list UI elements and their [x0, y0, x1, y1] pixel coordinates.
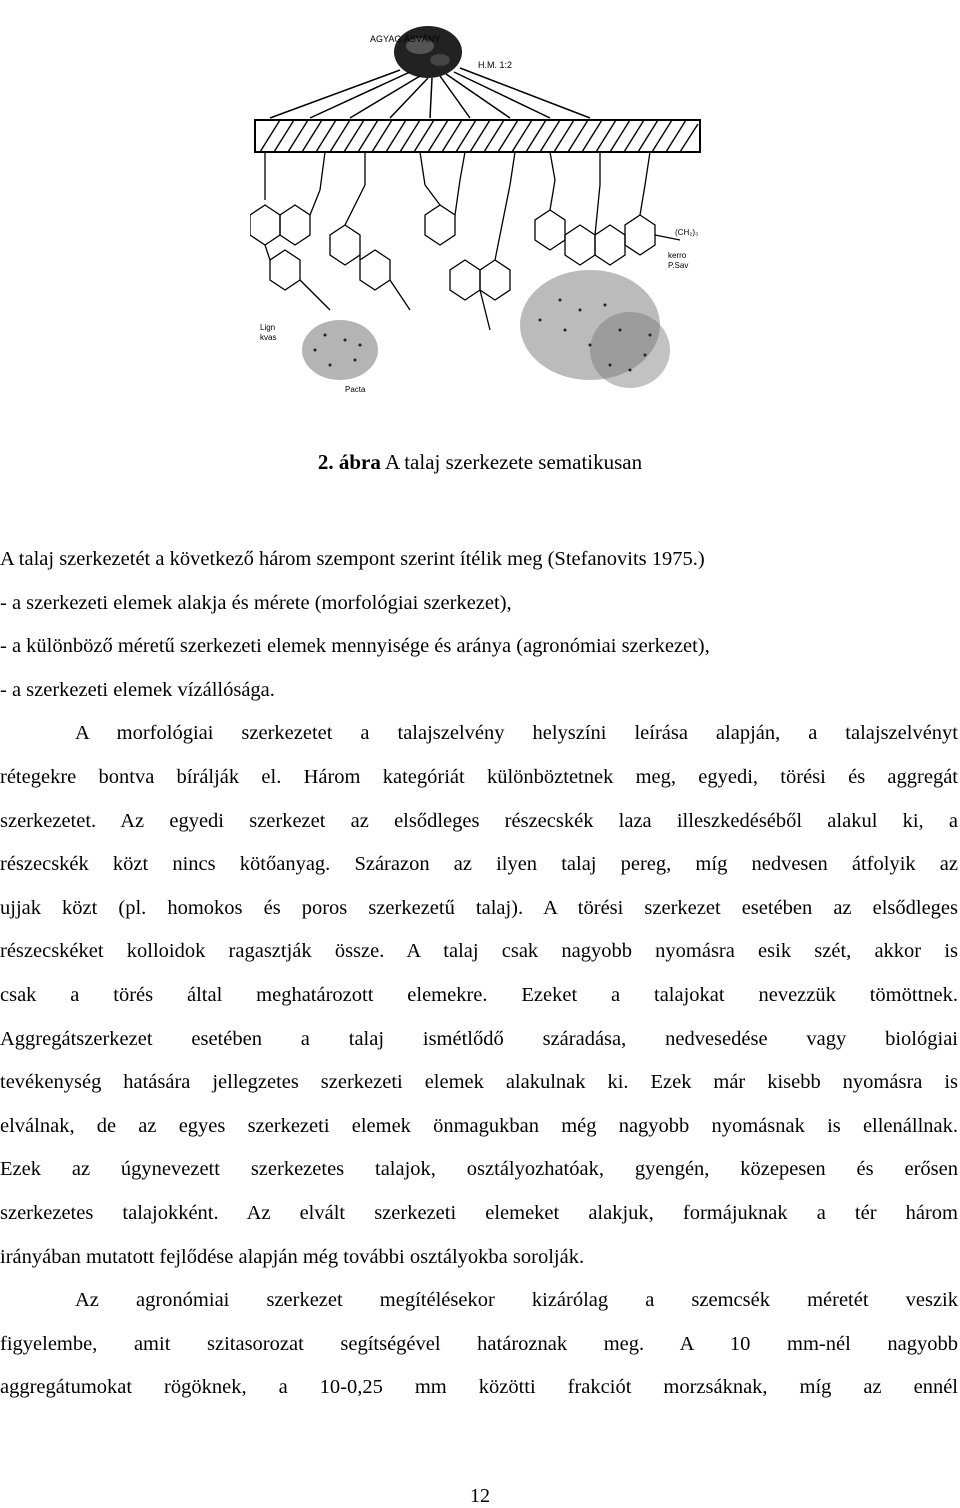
text-line: Az agronómiai szerkezet megítélésekor kizárólag a szemcsék méretét veszik	[75, 1289, 958, 1312]
text-line: figyelembe, amit szitasorozat segítségével határoznak meg. A 10 mm-nél nagyobb	[0, 1332, 958, 1355]
caption-text: A talaj szerkezete sematikusan	[380, 450, 643, 474]
text-line: A morfológiai szerkezetet a talajszelvény helyszíni leírása alapján, a talajszelvényt	[75, 722, 958, 745]
text-line: - a különböző méretű szerkezeti elemek mennyisége és aránya (agronómiai szerkezet),	[0, 635, 710, 658]
figure-caption	[0, 450, 960, 475]
text-line: tevékenység hatására jellegzetes szerkezeti elemek alakulnak ki. Ezek már kisebb nyomásra is	[0, 1071, 958, 1094]
hatched-clay-bar	[255, 120, 700, 152]
label-bottom-left-1: Lign	[260, 323, 276, 332]
text-line: szerkezetet. Az egyedi szerkezet az elsődleges részecskék laza illeszkedéséből alakul ki, a	[0, 809, 958, 832]
text-line: csak a törés által meghatározott elemekre. Ezeket a talajokat nevezzük tömöttnek.	[0, 983, 958, 1006]
label-right-3: P.Sav	[668, 261, 689, 270]
body-text	[0, 538, 958, 1410]
label-top-right: H.M. 1:2	[478, 60, 513, 70]
text-line: A talaj szerkezetét a következő három szempont szerint ítélik meg (Stefanovits 1975.)	[0, 548, 705, 570]
label-bottom-left-2: kvas	[260, 333, 277, 342]
text-line: Ezek az úgynevezett szerkezetes talajok, osztályozhatóak, gyengén, közepesen és erősen	[0, 1158, 958, 1181]
text-line: - a szerkezeti elemek alakja és mérete (morfológiai szerkezet),	[0, 591, 512, 614]
soil-structure-figure	[250, 10, 710, 400]
text-line: - a szerkezeti elemek vízállósága.	[0, 678, 275, 701]
text-line: Aggregátszerkezet esetében a talaj ismétlődő száradása, nedvesedése vagy biológiai	[0, 1027, 958, 1050]
text-line: részecskéket kolloidok ragasztják össze. A talaj csak nagyobb nyomásra esik szét, akkor is	[0, 940, 958, 963]
caption-number: 2. ábra	[317, 450, 381, 474]
text-line: ujjak közt (pl. homokos és poros szerkezetű talaj). A törési szerkezet esetében az elsődleges	[0, 896, 958, 919]
figure-drawing	[250, 10, 710, 400]
stippled-organic-particles	[302, 270, 670, 388]
text-line: szerkezetes talajokként. Az elvált szerkezeti elemeket alakjuk, formájuknak a tér három	[0, 1201, 958, 1224]
label-top-left: AGYAG ÁSVÁNY	[370, 34, 441, 44]
text-line: irányában mutatott fejlődése alapján még további osztályokba sorolják.	[0, 1245, 585, 1268]
page-number: 12	[470, 1485, 490, 1507]
text-line: részecskék közt nincs kötőanyag. Szárazon az ilyen talaj pereg, míg nedvesen átfolyik az	[0, 853, 958, 876]
text-line: rétegekre bontva bírálják el. Három kategóriát különböztetnek meg, egyedi, törési és aggregát	[0, 765, 958, 788]
label-bottom-center: Pacta	[345, 385, 366, 394]
label-right-2: kerro	[668, 251, 687, 260]
label-right-1: (CH₂)₃	[675, 228, 699, 237]
text-line: elválnak, de az egyes szerkezeti elemek önmagukban még nagyobb nyomásnak is ellenállnak.	[0, 1114, 958, 1137]
text-line: aggregátumokat rögöknek, a 10-0,25 mm közötti frakciót morzsáknak, míg az ennél	[0, 1376, 958, 1399]
